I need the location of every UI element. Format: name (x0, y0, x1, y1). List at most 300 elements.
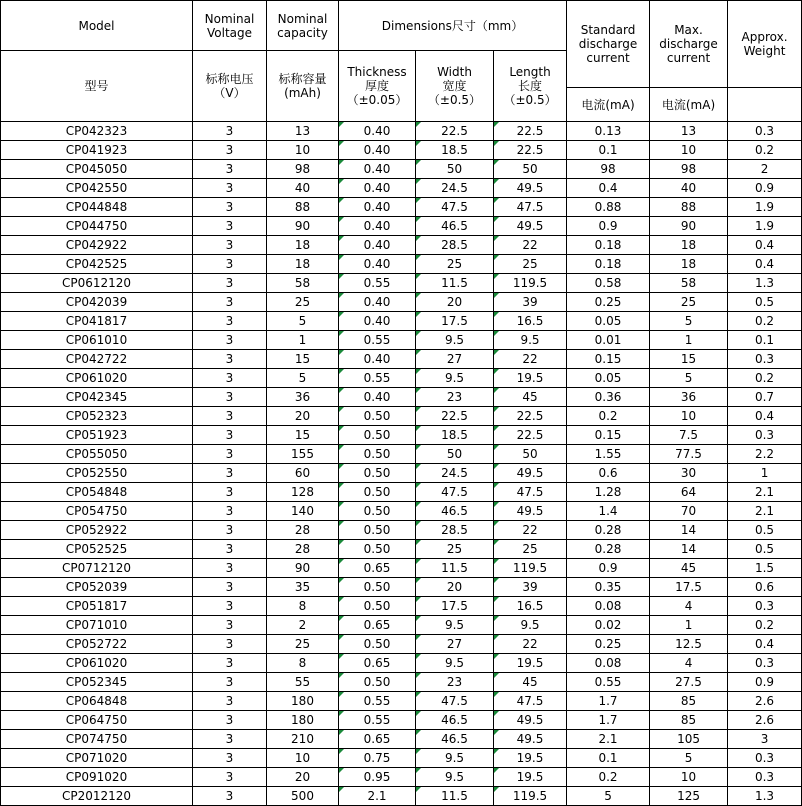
model-cell: CP042722 (1, 350, 193, 369)
std-current-cell: 0.36 (567, 388, 650, 407)
max-current-cell: 125 (650, 787, 728, 806)
voltage-cell: 3 (193, 692, 267, 711)
thickness-cell: 0.55 (339, 331, 416, 350)
capacity-cell: 28 (267, 521, 339, 540)
voltage-cell: 3 (193, 369, 267, 388)
width-cell: 25 (416, 540, 494, 559)
model-cell: CP071010 (1, 616, 193, 635)
voltage-cell: 3 (193, 331, 267, 350)
width-cell: 25 (416, 255, 494, 274)
weight-cell: 0.2 (728, 312, 802, 331)
std-current-cell: 0.08 (567, 597, 650, 616)
voltage-cell: 3 (193, 730, 267, 749)
length-cell: 49.5 (494, 179, 567, 198)
table-row (1, 426, 802, 445)
max-current-cell: 13 (650, 122, 728, 141)
table-row (1, 749, 802, 768)
std-current-cell: 0.88 (567, 198, 650, 217)
length-cell: 49.5 (494, 464, 567, 483)
length-cell: 9.5 (494, 331, 567, 350)
width-cell: 18.5 (416, 141, 494, 160)
std-current-cell: 1.28 (567, 483, 650, 502)
voltage-cell: 3 (193, 198, 267, 217)
table-row (1, 635, 802, 654)
weight-cell: 0.4 (728, 236, 802, 255)
model-cell: CP052550 (1, 464, 193, 483)
model-cell: CP051923 (1, 426, 193, 445)
thickness-cell: 2.1 (339, 787, 416, 806)
table-row (1, 711, 802, 730)
std-current-cell: 0.58 (567, 274, 650, 293)
thickness-cell: 0.55 (339, 274, 416, 293)
table-row (1, 236, 802, 255)
weight-cell: 0.4 (728, 255, 802, 274)
capacity-cell: 55 (267, 673, 339, 692)
width-cell: 46.5 (416, 711, 494, 730)
length-cell: 49.5 (494, 711, 567, 730)
voltage-cell: 3 (193, 673, 267, 692)
model-cell: CP052323 (1, 407, 193, 426)
max-current-cell: 7.5 (650, 426, 728, 445)
weight-cell: 1.9 (728, 217, 802, 236)
voltage-cell: 3 (193, 483, 267, 502)
width-cell: 23 (416, 388, 494, 407)
voltage-cell: 3 (193, 255, 267, 274)
width-cell: 27 (416, 350, 494, 369)
width-cell: 9.5 (416, 331, 494, 350)
voltage-cell: 3 (193, 616, 267, 635)
max-current-cell: 10 (650, 141, 728, 160)
weight-cell: 0.5 (728, 293, 802, 312)
max-current-cell: 5 (650, 749, 728, 768)
model-cell: CP044848 (1, 198, 193, 217)
table-row (1, 730, 802, 749)
voltage-cell: 3 (193, 122, 267, 141)
table-row (1, 141, 802, 160)
max-current-cell: 70 (650, 502, 728, 521)
voltage-cell: 3 (193, 768, 267, 787)
length-cell: 16.5 (494, 597, 567, 616)
thickness-cell: 0.50 (339, 445, 416, 464)
thickness-cell: 0.40 (339, 198, 416, 217)
table-row (1, 369, 802, 388)
weight-cell: 1.3 (728, 274, 802, 293)
std-current-cell: 0.18 (567, 236, 650, 255)
weight-cell: 0.2 (728, 369, 802, 388)
width-cell: 24.5 (416, 464, 494, 483)
capacity-cell: 20 (267, 407, 339, 426)
length-cell: 119.5 (494, 787, 567, 806)
model-cell: CP041817 (1, 312, 193, 331)
capacity-cell: 128 (267, 483, 339, 502)
width-cell: 9.5 (416, 749, 494, 768)
weight-cell: 0.3 (728, 768, 802, 787)
length-cell: 19.5 (494, 768, 567, 787)
capacity-cell: 10 (267, 749, 339, 768)
std-current-cell: 0.18 (567, 255, 650, 274)
capacity-header-cn: 标称容量 (mAh) (267, 51, 339, 122)
voltage-header-cn: 标称电压 （V） (193, 51, 267, 122)
model-cell: CP042345 (1, 388, 193, 407)
max-current-cell: 10 (650, 768, 728, 787)
length-cell: 9.5 (494, 616, 567, 635)
weight-cell: 3 (728, 730, 802, 749)
length-cell: 19.5 (494, 369, 567, 388)
width-cell: 22.5 (416, 122, 494, 141)
max-current-cell: 85 (650, 692, 728, 711)
std-current-cell: 0.02 (567, 616, 650, 635)
table-row (1, 654, 802, 673)
std-current-cell: 0.05 (567, 369, 650, 388)
weight-cell: 0.5 (728, 540, 802, 559)
length-cell: 45 (494, 388, 567, 407)
voltage-cell: 3 (193, 350, 267, 369)
weight-cell: 0.7 (728, 388, 802, 407)
width-cell: 9.5 (416, 616, 494, 635)
std-current-cell: 0.15 (567, 350, 650, 369)
model-cell: CP061010 (1, 331, 193, 350)
model-cell: CP055050 (1, 445, 193, 464)
max-current-cell: 77.5 (650, 445, 728, 464)
capacity-cell: 20 (267, 768, 339, 787)
model-cell: CP042039 (1, 293, 193, 312)
voltage-cell: 3 (193, 388, 267, 407)
weight-cell: 1.5 (728, 559, 802, 578)
capacity-cell: 8 (267, 597, 339, 616)
length-cell: 50 (494, 160, 567, 179)
length-cell: 49.5 (494, 502, 567, 521)
length-cell: 22 (494, 521, 567, 540)
std-current-cell: 5 (567, 787, 650, 806)
dimensions-header: Dimensions尺寸（mm） (339, 1, 567, 51)
std-current-cell: 1.7 (567, 711, 650, 730)
thickness-cell: 0.75 (339, 749, 416, 768)
width-cell: 46.5 (416, 502, 494, 521)
std-current-cell: 0.28 (567, 540, 650, 559)
std-current-cell: 0.4 (567, 179, 650, 198)
weight-cell: 0.2 (728, 141, 802, 160)
weight-header: Approx. Weight (728, 1, 802, 88)
thickness-cell: 0.50 (339, 673, 416, 692)
width-cell: 17.5 (416, 597, 494, 616)
model-cell: CP042550 (1, 179, 193, 198)
width-cell: 50 (416, 445, 494, 464)
weight-cell: 2.6 (728, 692, 802, 711)
width-cell: 28.5 (416, 236, 494, 255)
std-current-cell: 0.35 (567, 578, 650, 597)
table-row (1, 255, 802, 274)
thickness-cell: 0.65 (339, 654, 416, 673)
std-current-cell: 0.2 (567, 407, 650, 426)
model-cell: CP071020 (1, 749, 193, 768)
max-current-cell: 4 (650, 654, 728, 673)
capacity-cell: 98 (267, 160, 339, 179)
capacity-cell: 15 (267, 426, 339, 445)
width-cell: 28.5 (416, 521, 494, 540)
width-cell: 50 (416, 160, 494, 179)
thickness-cell: 0.40 (339, 217, 416, 236)
max-current-cell: 1 (650, 616, 728, 635)
thickness-cell: 0.40 (339, 388, 416, 407)
voltage-cell: 3 (193, 160, 267, 179)
length-cell: 45 (494, 673, 567, 692)
voltage-cell: 3 (193, 787, 267, 806)
weight-cell: 0.3 (728, 350, 802, 369)
model-cell: CP0712120 (1, 559, 193, 578)
model-cell: CP041923 (1, 141, 193, 160)
table-row (1, 350, 802, 369)
voltage-cell: 3 (193, 559, 267, 578)
capacity-cell: 140 (267, 502, 339, 521)
thickness-cell: 0.65 (339, 730, 416, 749)
length-cell: 39 (494, 293, 567, 312)
table-row (1, 198, 802, 217)
voltage-cell: 3 (193, 521, 267, 540)
table-row (1, 521, 802, 540)
table-row (1, 559, 802, 578)
voltage-cell: 3 (193, 426, 267, 445)
max-current-cell: 27.5 (650, 673, 728, 692)
max-current-cell: 15 (650, 350, 728, 369)
model-cell: CP044750 (1, 217, 193, 236)
thickness-cell: 0.50 (339, 578, 416, 597)
width-cell: 17.5 (416, 312, 494, 331)
capacity-cell: 13 (267, 122, 339, 141)
length-cell: 47.5 (494, 198, 567, 217)
voltage-cell: 3 (193, 274, 267, 293)
width-cell: 20 (416, 578, 494, 597)
thickness-cell: 0.55 (339, 692, 416, 711)
weight-cell: 2.1 (728, 502, 802, 521)
weight-cell: 2 (728, 160, 802, 179)
capacity-cell: 60 (267, 464, 339, 483)
max-current-cell: 105 (650, 730, 728, 749)
thickness-cell: 0.65 (339, 559, 416, 578)
model-cell: CP052525 (1, 540, 193, 559)
thickness-cell: 0.50 (339, 426, 416, 445)
width-cell: 47.5 (416, 483, 494, 502)
model-header-cn: 型号 (1, 51, 193, 122)
capacity-cell: 35 (267, 578, 339, 597)
table-row (1, 217, 802, 236)
weight-cell: 0.3 (728, 749, 802, 768)
table-row (1, 483, 802, 502)
capacity-cell: 500 (267, 787, 339, 806)
thickness-cell: 0.40 (339, 312, 416, 331)
max-current-cell: 98 (650, 160, 728, 179)
thickness-cell: 0.50 (339, 464, 416, 483)
table-row (1, 122, 802, 141)
max-current-cell: 4 (650, 597, 728, 616)
voltage-cell: 3 (193, 179, 267, 198)
table-row (1, 274, 802, 293)
width-cell: 47.5 (416, 198, 494, 217)
thickness-cell: 0.40 (339, 350, 416, 369)
capacity-cell: 180 (267, 711, 339, 730)
voltage-cell: 3 (193, 217, 267, 236)
thickness-cell: 0.40 (339, 255, 416, 274)
voltage-cell: 3 (193, 749, 267, 768)
header-row-english (1, 1, 802, 51)
capacity-cell: 36 (267, 388, 339, 407)
width-cell: 22.5 (416, 407, 494, 426)
thickness-cell: 0.50 (339, 540, 416, 559)
weight-cell: 0.4 (728, 635, 802, 654)
model-cell: CP042525 (1, 255, 193, 274)
length-cell: 22 (494, 236, 567, 255)
capacity-cell: 58 (267, 274, 339, 293)
weight-cell: 0.3 (728, 122, 802, 141)
voltage-cell: 3 (193, 635, 267, 654)
table-row (1, 616, 802, 635)
weight-cell: 0.3 (728, 597, 802, 616)
width-cell: 47.5 (416, 692, 494, 711)
thickness-cell: 0.50 (339, 521, 416, 540)
voltage-cell: 3 (193, 711, 267, 730)
width-header: Width 宽度 （±0.5） (416, 51, 494, 122)
weight-cell: 2.6 (728, 711, 802, 730)
voltage-cell: 3 (193, 407, 267, 426)
model-cell: CP064848 (1, 692, 193, 711)
capacity-cell: 155 (267, 445, 339, 464)
table-row (1, 179, 802, 198)
weight-cell: 0.9 (728, 179, 802, 198)
capacity-cell: 28 (267, 540, 339, 559)
voltage-cell: 3 (193, 293, 267, 312)
model-cell: CP064750 (1, 711, 193, 730)
voltage-header: Nominal Voltage (193, 1, 267, 51)
std-current-header-cn-2: 电流(mA) (567, 88, 650, 122)
max-current-cell: 45 (650, 559, 728, 578)
thickness-cell: 0.50 (339, 597, 416, 616)
thickness-cell: 0.50 (339, 502, 416, 521)
width-cell: 11.5 (416, 274, 494, 293)
std-current-header: Standard discharge current (567, 1, 650, 88)
model-cell: CP091020 (1, 768, 193, 787)
table-row (1, 597, 802, 616)
table-row (1, 388, 802, 407)
model-header: Model (1, 1, 193, 51)
std-current-cell: 0.28 (567, 521, 650, 540)
thickness-cell: 0.40 (339, 122, 416, 141)
width-cell: 11.5 (416, 787, 494, 806)
length-cell: 50 (494, 445, 567, 464)
voltage-cell: 3 (193, 540, 267, 559)
capacity-header: Nominal capacity (267, 1, 339, 51)
capacity-cell: 90 (267, 217, 339, 236)
voltage-cell: 3 (193, 141, 267, 160)
table-row (1, 768, 802, 787)
thickness-cell: 0.40 (339, 141, 416, 160)
width-cell: 27 (416, 635, 494, 654)
length-cell: 22.5 (494, 141, 567, 160)
capacity-cell: 18 (267, 236, 339, 255)
capacity-cell: 15 (267, 350, 339, 369)
capacity-cell: 40 (267, 179, 339, 198)
length-cell: 19.5 (494, 749, 567, 768)
max-current-cell: 5 (650, 312, 728, 331)
thickness-cell: 0.55 (339, 711, 416, 730)
std-current-cell: 0.05 (567, 312, 650, 331)
thickness-cell: 0.95 (339, 768, 416, 787)
length-cell: 22.5 (494, 407, 567, 426)
voltage-cell: 3 (193, 502, 267, 521)
table-row (1, 312, 802, 331)
max-current-cell: 90 (650, 217, 728, 236)
table-row (1, 331, 802, 350)
max-current-cell: 64 (650, 483, 728, 502)
capacity-cell: 5 (267, 312, 339, 331)
capacity-cell: 25 (267, 293, 339, 312)
capacity-cell: 8 (267, 654, 339, 673)
max-current-cell: 40 (650, 179, 728, 198)
model-cell: CP042922 (1, 236, 193, 255)
std-current-cell: 98 (567, 160, 650, 179)
max-current-cell: 5 (650, 369, 728, 388)
max-current-cell: 25 (650, 293, 728, 312)
weight-cell: 0.1 (728, 331, 802, 350)
max-current-cell: 10 (650, 407, 728, 426)
width-cell: 23 (416, 673, 494, 692)
width-cell: 9.5 (416, 654, 494, 673)
max-current-header-cn-2: 电流(mA) (650, 88, 728, 122)
table-row (1, 578, 802, 597)
model-cell: CP045050 (1, 160, 193, 179)
capacity-cell: 25 (267, 635, 339, 654)
thickness-cell: 0.50 (339, 483, 416, 502)
std-current-cell: 1.4 (567, 502, 650, 521)
std-current-cell: 0.2 (567, 768, 650, 787)
width-cell: 20 (416, 293, 494, 312)
table-row (1, 293, 802, 312)
thickness-cell: 0.40 (339, 293, 416, 312)
std-current-cell: 0.15 (567, 426, 650, 445)
max-current-cell: 14 (650, 521, 728, 540)
std-current-cell: 0.13 (567, 122, 650, 141)
table-row (1, 787, 802, 806)
thickness-cell: 0.40 (339, 160, 416, 179)
thickness-cell: 0.40 (339, 236, 416, 255)
max-current-cell: 14 (650, 540, 728, 559)
voltage-cell: 3 (193, 578, 267, 597)
length-cell: 119.5 (494, 274, 567, 293)
model-cell: CP061020 (1, 654, 193, 673)
length-cell: 39 (494, 578, 567, 597)
max-current-cell: 30 (650, 464, 728, 483)
capacity-cell: 88 (267, 198, 339, 217)
weight-cell: 0.2 (728, 616, 802, 635)
weight-cell: 0.3 (728, 654, 802, 673)
model-cell: CP051817 (1, 597, 193, 616)
std-current-cell: 2.1 (567, 730, 650, 749)
std-current-cell: 0.25 (567, 635, 650, 654)
std-current-cell: 0.01 (567, 331, 650, 350)
max-current-cell: 58 (650, 274, 728, 293)
length-header: Length 长度 （±0.5） (494, 51, 567, 122)
model-cell: CP054848 (1, 483, 193, 502)
length-cell: 22 (494, 350, 567, 369)
weight-cell: 2.2 (728, 445, 802, 464)
thickness-cell: 0.55 (339, 369, 416, 388)
length-cell: 49.5 (494, 730, 567, 749)
model-cell: CP061020 (1, 369, 193, 388)
weight-cell: 2.1 (728, 483, 802, 502)
table-row (1, 692, 802, 711)
width-cell: 46.5 (416, 217, 494, 236)
max-current-cell: 12.5 (650, 635, 728, 654)
voltage-cell: 3 (193, 312, 267, 331)
model-cell: CP052039 (1, 578, 193, 597)
